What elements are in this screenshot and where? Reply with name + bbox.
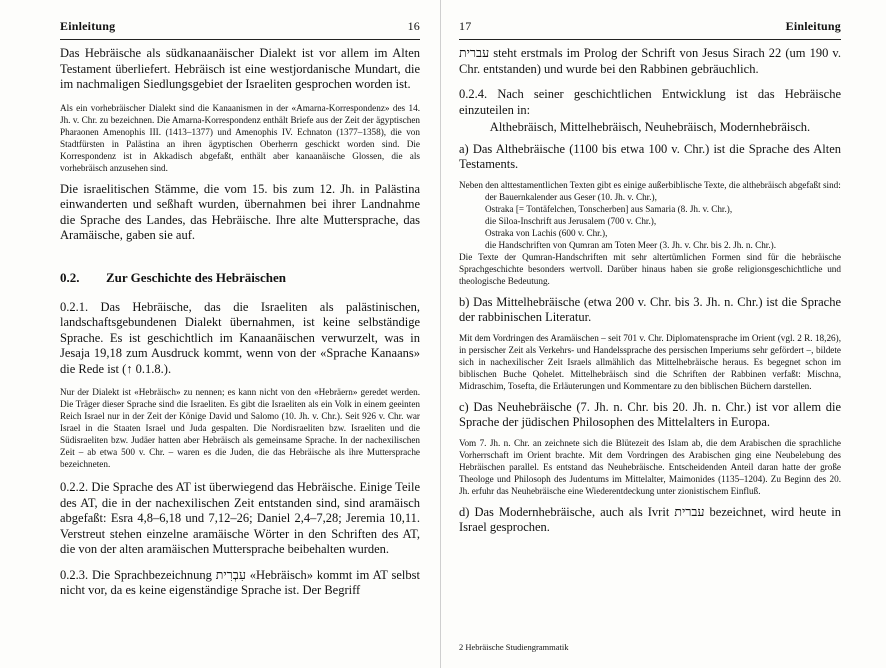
amarna-note: Als ein vorhebräischer Dialekt sind die Kanaanismen in der «Amarna-Korrespondenz» des 14. Jh. v. Chr. zu bezeichnen. Die Amarna-Korrespondenz enthält Briefe aus der Zeit der ägyptischen Pharaonen Amenophis III. (1413–1377) und Amenophis IV. Echnaton (1377–1358), die von Stadtfürsten in Palästina an ihren ägyptischen Oberherrn geschickt worden sind. Die Korrespondenz ist in Akkadisch abgefaßt, enthält aber kanaanäische Glossen, die als vorhebräisch anzusehen sind.	[60, 102, 420, 173]
list-item: die Siloa-Inschrift aus Jerusalem (700 v. Chr.),	[485, 215, 657, 226]
mittelhebraeisch-note: Mit dem Vordringen des Aramäischen – seit 701 v. Chr. Diplomatensprache im Orient (vgl. 2 R. 18,26), in persischer Zeit als Verkehrs- und Handelssprache des persischen Imperiums sehr gefördert –, bildete sich in nachexilischer Zeit Israels allmählich das Mittelhebräische heraus. Es begegnet schon im biblischen Buche Qohelet. Mittelhebräisch sind die Schriften der Rabbinen verfaßt: Mischna, Midraschim, Tosefta, die Erläuterungen und Kommentare zu den biblischen Büchern darstellen.	[459, 332, 841, 391]
althebraeisch-paragraph: a) Das Althebräische (1100 bis etwa 100 v. Chr.) ist die Sprache des Alten Testaments.	[459, 141, 841, 171]
qumran-note: Die Texte der Qumran-Handschriften mit sehr altertümlichen Formen sind für die hebräische Sprachgeschichte besonders wertvoll. Darüber hinaus haben sie große religionsgeschichtliche und theologische Bedeutung.	[459, 251, 841, 286]
mittelhebraeisch-paragraph: b) Das Mittelhebräische (etwa 200 v. Chr. bis 3. Jh. n. Chr.) ist die Sprache der rabbinischen Literatur.	[459, 294, 841, 324]
running-head-right	[459, 19, 841, 35]
neuhebraeisch-paragraph: c) Das Neuhebräische (7. Jh. n. Chr. bis 20. Jh. n. Chr.) ist vor allem die Sprache der jüdischen Philosophen des Mittelalters in Europa.	[459, 399, 841, 429]
header-rule	[60, 39, 420, 40]
paragraph-0-2-2: 0.2.2. Die Sprache des AT ist überwiegend das Hebräische. Einige Teile des AT, die in der nachexilischen Zeit entstanden sind, sind aramäisch abgefaßt: Esra 4,8–6,18 und 7,12–26; Daniel 2,4–7,28; Jeremia 10,11. Verstreut stehen einzelne aramäische Wörter in den Schriften des AT, die von der alten aramäischen Muttersprache beibehalten wurden.	[60, 480, 420, 556]
running-head-left	[60, 19, 420, 35]
section-title: Zur Geschichte des Hebräischen	[106, 269, 286, 285]
page-number: 17	[459, 19, 472, 33]
period-list: Althebräisch, Mittelhebräisch, Neuhebräisch, Modernhebräisch.	[489, 120, 811, 134]
paragraph-0-2-3: 0.2.3. Die Sprachbezeichnung עִבְרִית «Hebräisch» kommt im AT selbst nicht vor, da es keine eigenständige Sprache ist. Der Begriff	[60, 567, 420, 597]
section-heading	[60, 270, 420, 286]
page-number: 16	[407, 19, 420, 33]
paragraph-0-2-1: 0.2.1. Das Hebräische, das die Israeliten als palästinischen, landschaftsgebundenen Dialekt übernahmen, ist keine selbständige Sprache. Es ist geschichtlich im Kanaanäischen verwurzelt, was in Jesaja 19,18 zum Ausdruck kommt, wenn von der «Sprache Kanaans» die Rede ist (↑ 0.1.8.).	[60, 299, 420, 376]
tribes-paragraph: Die israelitischen Stämme, die vom 15. bis zum 12. Jh. in Palästina einwanderten und seßhaft wurden, übernahmen bei ihrer Landnahme die Sprache des Landes, das Hebräische. Ihre alte Muttersprache, das Aramäische, gaben sie auf.	[60, 181, 420, 242]
running-title: Einleitung	[60, 19, 116, 33]
neuhebraeisch-note: Vom 7. Jh. n. Chr. an zeichnete sich die Blütezeit des Islam ab, die dem Arabischen die sprachliche Vorherrschaft im Orient brachte. Mit dem Vordringen des Arabischen ging eine Neubelebung des Hebräischen parallel. Es entstand das Neuhebräische. Entscheidenden Anteil daran hatte der große Theologe und Philosoph des Judentums im Mittelalter, Maimonides (1135–1204). Zu Beginn des 20. Jh. erfuhr das Neuhebräische eine Wiederentdeckung unter zionistischem Einfluß.	[459, 437, 841, 496]
list-item: der Bauernkalender aus Geser (10. Jh. v. Chr.),	[485, 191, 657, 202]
left-page-body	[60, 46, 420, 599]
althebraeisch-note: Neben den alttestamentlichen Texten gibt es einige außerbiblische Texte, die althebräisch abgefaßt sind:	[459, 179, 841, 190]
header-rule	[459, 39, 841, 40]
list-item: die Handschriften von Qumran am Toten Meer (3. Jh. v. Chr. bis 2. Jh. n. Chr.).	[485, 239, 777, 250]
modernhebraeisch-paragraph: d) Das Modernhebräische, auch als Ivrit עברית bezeichnet, wird heute in Israel gesprochen.	[459, 504, 841, 534]
list-item: Ostraka von Lachis (600 v. Chr.),	[485, 227, 608, 238]
dialect-note: Nur der Dialekt ist «Hebräisch» zu nennen; es kann nicht von den «Hebräern» geredet werden. Die Träger dieser Sprache sind die Israeliten. Es gibt die Israeliten als ein Volk in einem geeinten Reich Israel nur in der Zeit der Könige David und Salomo (10. Jh. v. Chr.). Seit 926 v. Chr. war Israel in die Staaten Israel und Juda gespalten. Die Nordisraeliten bzw. Israeliten und die Südisraeliten bzw. Judäer hatten aber Hebräisch als gemeinsame Sprache. In der nachexilischen Zeit – ab etwa 500 v. Chr. – waren es die Juden, die das Hebräische als ihre Muttersprache bezeichneten.	[60, 387, 420, 469]
ivrit-paragraph: עברית steht erstmals im Prolog der Schrift von Jesus Sirach 22 (um 190 v. Chr. entstanden) und wurde bei den Rabbinen gebräuchlich.	[459, 46, 841, 76]
page-footer: 2 Hebräische Studiengrammatik	[459, 642, 569, 652]
right-page	[441, 0, 886, 668]
running-title: Einleitung	[785, 19, 841, 33]
list-item: Ostraka [= Tontäfelchen, Tonscherben] aus Samaria (8. Jh. v. Chr.),	[485, 203, 733, 214]
section-number: 0.2.	[60, 269, 80, 285]
right-page-body	[459, 46, 841, 536]
paragraph-0-2-4: 0.2.4. Nach seiner geschichtlichen Entwicklung ist das Hebräische einzuteilen in:	[459, 87, 841, 117]
intro-paragraph: Das Hebräische als südkanaanäischer Dialekt ist vor allem im Alten Testament überliefert. Hebräisch ist eine westjordanische Mundart, die im nachmaligen Siedlungsgebiet der Israeliten gesprochen worden ist.	[60, 46, 420, 91]
extrabiblical-text-list	[459, 191, 841, 251]
left-page	[0, 0, 440, 668]
